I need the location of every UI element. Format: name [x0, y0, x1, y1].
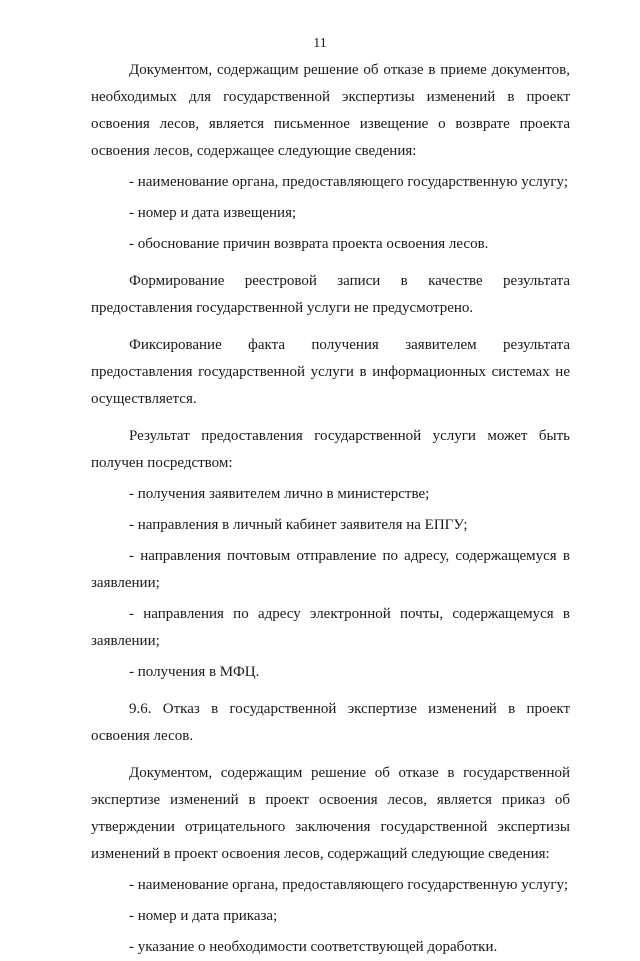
paragraph-refusal-expertise: Документом, содержащим решение об отказе в государственной экспертизе изменений в проект освоения лесов, является приказ об утверждении отрицательного заключения государственной экспертизы изменений в проект освоения лесов, содержащий следующие сведения:	[91, 765, 570, 862]
list-item: - номер и дата приказа;	[129, 908, 278, 924]
page-number: 11	[313, 36, 327, 51]
list-item: - указание о необходимости соответствующей доработки.	[129, 939, 498, 955]
paragraph-refusal-acceptance: Документом, содержащим решение об отказе в приеме документов, необходимых для государственной экспертизы изменений в проект освоения лесов, является письменное извещение о возврате проекта освоения лесов, содержащее следующие сведения:	[91, 62, 570, 159]
list-item: - обоснование причин возврата проекта освоения лесов.	[129, 236, 489, 252]
paragraph-result-receipt: Результат предоставления государственной услуги может быть получен посредством:	[91, 428, 570, 471]
list-item: - наименование органа, предоставляющего государственную услугу;	[129, 174, 568, 190]
list-item: - получения заявителем лично в министерстве;	[129, 486, 430, 502]
paragraph-result-fixation: Фиксирование факта получения заявителем результата предоставления государственной услуги в информационных системах не осуществляется.	[91, 337, 570, 407]
document-body	[91, 57, 570, 961]
list-item: - направления по адресу электронной почты, содержащемуся в заявлении;	[91, 606, 570, 649]
list-item: - наименование органа, предоставляющего государственную услугу;	[129, 877, 568, 893]
list-item: - номер и дата извещения;	[129, 205, 297, 221]
list-item: - направления почтовым отправление по адресу, содержащемуся в заявлении;	[91, 548, 570, 591]
list-item: - направления в личный кабинет заявителя на ЕПГУ;	[129, 517, 468, 533]
section-heading-9-6: 9.6. Отказ в государственной экспертизе изменений в проект освоения лесов.	[91, 701, 570, 744]
paragraph-registry-record: Формирование реестровой записи в качестве результата предоставления государственной услуги не предусмотрено.	[91, 273, 570, 316]
list-item: - получения в МФЦ.	[129, 664, 260, 680]
